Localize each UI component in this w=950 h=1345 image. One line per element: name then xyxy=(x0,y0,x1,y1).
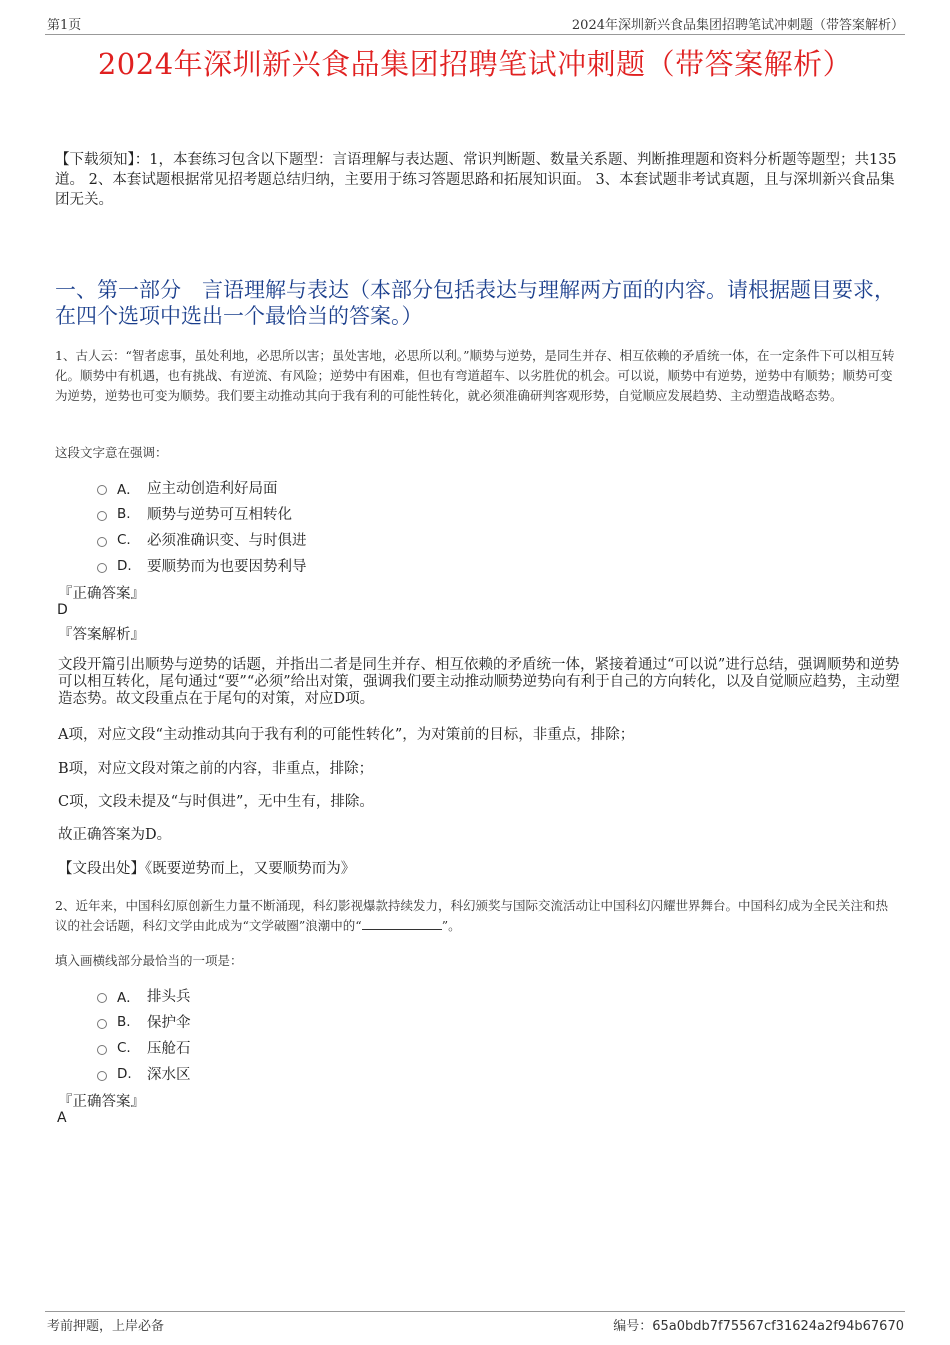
option-text: 保护伞 xyxy=(147,1015,191,1031)
option-text: 排头兵 xyxy=(147,989,191,1005)
q2-option-d[interactable] xyxy=(97,1063,191,1084)
header-doc-title: 2024年深圳新兴食品集团招聘笔试冲刺题（带答案解析） xyxy=(571,18,904,33)
question-2-text xyxy=(55,896,900,936)
question-1-text: 1、古人云：“智者虑事，虽处利地，必思所以害；虽处害地，必思所以利。”顺势与逆势，是同生并存、相互依赖的矛盾统一体，在一定条件下可以相互转化。顺势中有机遇，也有挑战、有逆流、有风险；逆势中有困难，但也有弯道超车、以劣胜优的机会。可以说，顺势中有逆势，逆势中有顺势；顺势可变为逆势，逆势也可变为顺势。我们要主动推动其向于我有利的可能性转化，就必须准确研判客观形势，自觉顺应发展趋势、主动塑造战略态势。 xyxy=(55,348,895,403)
option-letter: D. xyxy=(117,1065,132,1082)
radio-icon[interactable] xyxy=(97,993,107,1003)
q1-analysis-paragraph: C项，文段未提及“与时俱进”，无中生有，排除。 xyxy=(58,794,374,810)
footer-code-value: 65a0bdb7f75567cf31624a2f94b67670 xyxy=(652,1319,904,1334)
q1-option-a[interactable] xyxy=(97,477,278,498)
q1-source: 【文段出处】《既要逆势而上，又要顺势而为》 xyxy=(58,861,356,877)
footer-divider xyxy=(45,1311,905,1312)
option-text: 顺势与逆势可互相转化 xyxy=(147,507,292,523)
footer-code-label: 编号： xyxy=(613,1319,653,1334)
q2-option-b[interactable] xyxy=(97,1011,191,1032)
radio-icon[interactable] xyxy=(97,1019,107,1029)
radio-icon[interactable] xyxy=(97,1045,107,1055)
header-page-number: 第1页 xyxy=(47,18,82,33)
radio-icon[interactable] xyxy=(97,1071,107,1081)
question-2-text-after: ”。 xyxy=(441,918,461,933)
radio-icon[interactable] xyxy=(97,563,107,573)
q2-option-c[interactable] xyxy=(97,1037,191,1058)
option-letter: A． xyxy=(117,989,140,1006)
fill-blank xyxy=(362,917,442,930)
option-text: 必须准确识变、与时俱进 xyxy=(147,533,307,549)
option-text: 应主动创造利好局面 xyxy=(147,481,278,497)
download-notice: 【下载须知】：1，本套练习包含以下题型：言语理解与表达题、常识判断题、数量关系题、判断推理题和资料分析题等题型；共135道。 2、本套试题根据常见招考题总结归纳，主要用于练习答题思路和拓展知识面。 3、本套试题非考试真题，且与深圳新兴食品集团无关。 xyxy=(55,152,897,208)
q1-option-b[interactable] xyxy=(97,503,292,524)
option-letter: B. xyxy=(117,1013,131,1030)
radio-icon[interactable] xyxy=(97,537,107,547)
question-2-text-before: 2、近年来，中国科幻原创新生力量不断涌现，科幻影视爆款持续发力，科幻颁奖与国际交流活动让中国科幻闪耀世界舞台。中国科幻成为全民关注和热议的社会话题，科幻文学由此成为“文学破圈”浪潮中的“ xyxy=(55,898,888,933)
q1-option-c[interactable] xyxy=(97,529,307,550)
q1-answer-label: 『正确答案』 xyxy=(58,586,145,602)
q2-option-a[interactable] xyxy=(97,985,191,1006)
q1-analysis-paragraph: 文段开篇引出顺势与逆势的话题，并指出二者是同生并存、相互依赖的矛盾统一体，紧接着通过“可以说”进行总结，强调顺势和逆势可以相互转化，尾句通过“要”“必须”给出对策，强调我们要主动推动顺势逆势向有利于自己的方向转化，以及自觉顺应趋势，主动塑造态势。故文段重点在于尾句的对策，对应D项。 xyxy=(58,657,900,707)
footer-slogan: 考前押题，上岸必备 xyxy=(47,1319,165,1334)
q1-answer: D xyxy=(57,602,68,618)
section-title: 一、第一部分 言语理解与表达（本部分包括表达与理解两方面的内容。请根据题目要求，在四个选项中选出一个最恰当的答案。） xyxy=(55,278,895,328)
q1-option-d[interactable] xyxy=(97,555,307,576)
q1-analysis-label: 『答案解析』 xyxy=(58,627,145,643)
page-title: 2024年深圳新兴食品集团招聘笔试冲刺题（带答案解析） xyxy=(97,47,853,81)
radio-icon[interactable] xyxy=(97,511,107,521)
option-letter: A． xyxy=(117,481,140,498)
q2-answer-label: 『正确答案』 xyxy=(58,1094,145,1110)
question-2-prompt: 填入画横线部分最恰当的一项是： xyxy=(55,953,243,968)
q2-answer: A xyxy=(57,1110,67,1126)
option-text: 压舱石 xyxy=(147,1041,191,1057)
q1-analysis-paragraph: 故正确答案为D。 xyxy=(58,827,172,843)
radio-icon[interactable] xyxy=(97,485,107,495)
header-divider xyxy=(45,34,905,35)
option-text: 深水区 xyxy=(147,1067,191,1083)
question-1-prompt: 这段文字意在强调： xyxy=(55,445,168,460)
option-letter: B. xyxy=(117,505,131,522)
footer-code xyxy=(613,1315,904,1334)
option-letter: C. xyxy=(117,531,131,548)
option-letter: D. xyxy=(117,557,132,574)
option-letter: C. xyxy=(117,1039,131,1056)
option-text: 要顺势而为也要因势利导 xyxy=(147,559,307,575)
q1-analysis-paragraph: B项，对应文段对策之前的内容，非重点，排除； xyxy=(58,761,374,777)
q1-analysis-paragraph: A项，对应文段“主动推动其向于我有利的可能性转化”，为对策前的目标，非重点，排除； xyxy=(58,727,635,743)
